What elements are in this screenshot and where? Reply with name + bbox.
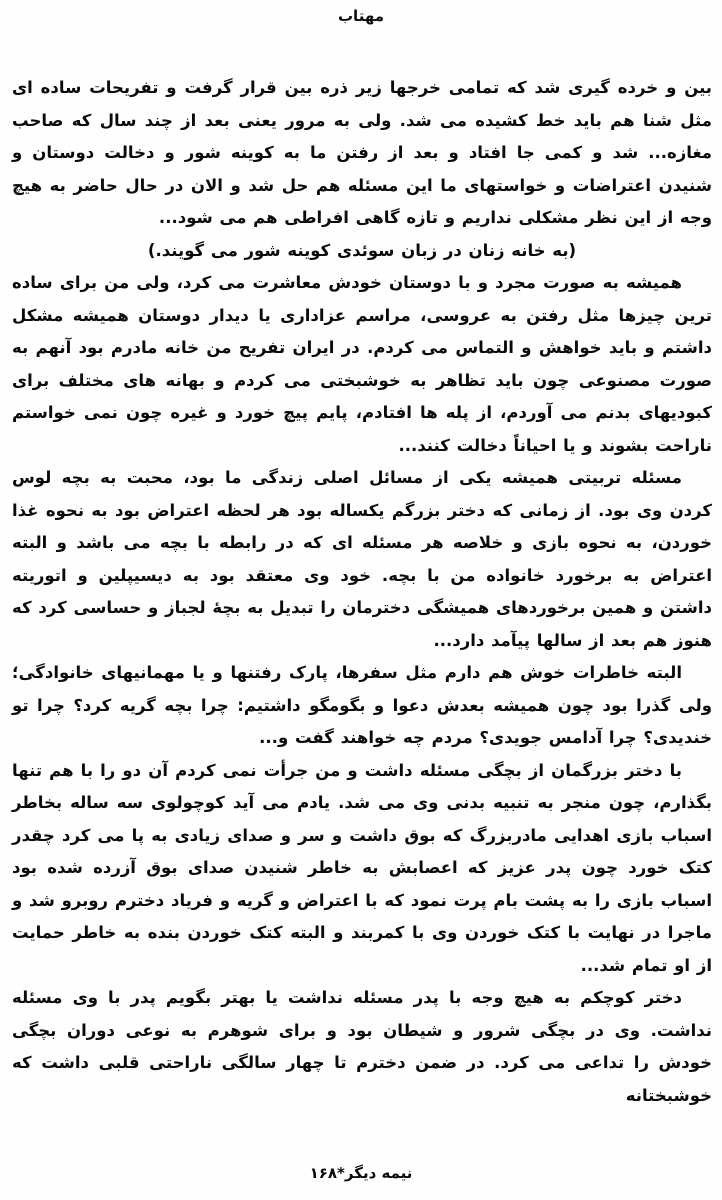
parenthetical-note: (به خانه زنان در زبان سوئدی کوینه شور می گویند.) <box>147 240 577 260</box>
page-body-text <box>0 72 722 1112</box>
paragraph: با دختر بزرگمان از بچگی مسئله داشت و من جرأت نمی کردم آن دو را با هم تنها بگذارم، چون منجر به تنبیه بدنی وی می شد. یادم می آید کوچولوی سه ساله بخاطر اسباب بازی اهدایی مادربزرگ که بوق داشت و سر و صدای زیادی به پا می کرد چقدر کتک خورد چون پدر عزیز که اعصابش به خاطر شنیدن صدای بوق آزرده شده بود اسباب بازی را به پشت بام پرت نمود که با اعتراض و گریه و فریاد دخترم روبرو شد و ماجرا در نهایت با کتک خوردن وی با کمربند و البته کتک خوردن بنده به خاطر حمایت از او تمام شد... <box>12 760 712 975</box>
journal-page-number: نیمه دیگر*۱۶۸ <box>309 1164 413 1182</box>
paragraph: بین و خرده گیری شد که تمامی خرجها زیر ذره بین قرار گرفت و تفریحات ساده ای مثل شنا هم باید خط کشیده می شد. ولی به مرور یعنی بعد از چند سال که صاحب مغازه... شد و کمی جا افتاد و بعد از رفتن ما به کوینه شور و دخالت دوستان و شنیدن اعتراضات و خواستهای ما این مسئله هم حل شد و الان در حال حاضر به هیچ وجه از این نظر مشکلی نداریم و تازه گاهی افراطی هم می شود... <box>12 78 712 227</box>
paragraph: دختر کوچکم به هیچ وجه با پدر مسئله نداشت یا بهتر بگویم پدر با وی مسئله نداشت. وی در بچگی شرور و شیطان بود و برای شوهرم به نوعی دوران بچگی خودش را تداعی می کرد. در ضمن دخترم تا چهار سالگی ناراحتی قلبی داشت که خوشبختانه <box>12 988 712 1105</box>
paragraph: مسئله تربیتی همیشه یکی از مسائل اصلی زندگی ما بود، محبت به بچه لوس کردن وی بود. از زمانی که دختر بزرگم یکساله بود هر لحظه اعتراض بود به نحوه غذا خوردن، به نحوه بازی و خلاصه هر مسئله ای که در رابطه با بچه می باشد و البته اعتراض به برخورد خانواده من با بچه. خود وی معتقد بود به دیسیپلین و اتوریته داشتن و همین برخوردهای همیشگی دخترمان را تبدیل به بچهٔ لجباز و حساسی کرد که هنوز هم بعد از سالها پیآمد دارد... <box>12 468 712 650</box>
paragraph: همیشه به صورت مجرد و با دوستان خودش معاشرت می کرد، ولی من برای ساده ترین چیزها مثل رفتن به عروسی، مراسم عزاداری یا دیدار دوستان همیشه مشکل داشتم و باید خواهش و التماس می کردم. در ایران تفریح من خانه مادرم بود آنهم به صورت مصنوعی چون باید تظاهر به خوشبختی می کردم و بهانه های مختلف برای کبودیهای بدنم می آوردم، از پله ها افتادم، پایم پیچ خورد و غیره چون نمی خواستم ناراحت بشوند و یا احیاناً دخالت کنند... <box>12 273 712 455</box>
page-title: مهتاب <box>337 7 385 25</box>
paragraph: البته خاطرات خوش هم دارم مثل سفرها، پارک رفتنها و یا مهمانیهای خانوادگی؛ ولی گذرا بود چون همیشه بعدش دعوا و بگومگو داشتیم: چرا بچه گریه کرد؟ چرا تو خندیدی؟ چرا آدامس جویدی؟ مردم چه خواهند گفت و... <box>12 663 712 747</box>
